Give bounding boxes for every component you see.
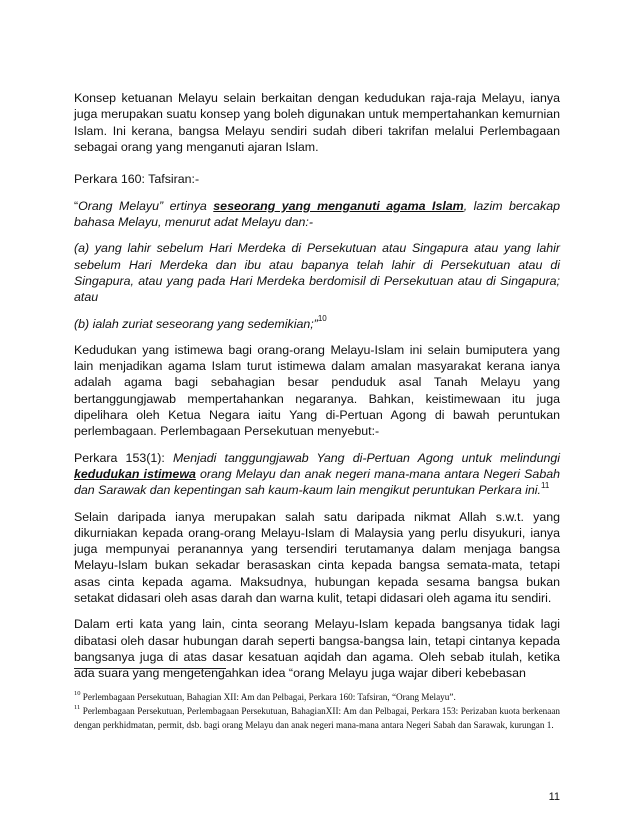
clause-b-text: (b) ialah zuriat seseorang yang sedemikian;” (74, 316, 318, 331)
paragraph-article-153 (74, 450, 560, 499)
paragraph-kedudukan: Kedudukan yang istimewa bagi orang-orang Melayu-Islam ini selain bumiputera yang lain menjadikan agama Islam turut istimewa dalam amalan masyarakat kerana ianya adalah agama bagi sebahagian besar penduduk asal Tanah Melayu yang bertanggungjawab mempertahankan negaranya. Bahkan, keistimewaan itu juga dipelihara oleh Ketua Negara iaitu Yang di-Pertuan Agong di bawah peruntukan perlembagaan. Perlembagaan Persekutuan menyebut:- (74, 342, 560, 439)
paragraph-article-160: Perkara 160: Tafsiran:- (74, 172, 200, 187)
open-quote: “ (74, 198, 79, 213)
page-number: 11 (548, 791, 560, 803)
article-153-text-b: orang Melayu dan anak negeri mana-mana antara Negeri Sabah dan Sarawak dan kepentingan sah kaum-kaum lain mengikut peruntukan Perkara ini. (74, 466, 560, 498)
article-153-lead: Perkara 153(1): (74, 450, 173, 465)
paragraph-selain: Selain daripada ianya merupakan salah satu daripada nikmat Allah s.w.t. yang dikurniakan kepada orang-orang Melayu-Islam di Malaysia yang perlu disyukuri, ianya juga mempunyai peranannya yang tersendiri terutamanya dalam menjaga bangsa Melayu-Islam bukan sekadar berasaskan cinta kepada bangsa semata-mata, tetapi asas cinta kepada agama. Maksudnya, hubungan kepada sesama bangsa bukan setakat didasari oleh asas darah dan warna kulit, tetapi didasari oleh agama itu sendiri. (74, 509, 560, 606)
definition-lead: Orang Melayu” ertinya (78, 198, 214, 213)
paragraph-dalam-erti: Dalam erti kata yang lain, cinta seorang Melayu-Islam kepada bangsanya tidak lagi dibatasi oleh dasar hubungan darah seperti bangsa-bangsa lain, tetapi cintanya kepada bangsanya juga di atas dasar kesatuan aqidah dan agama. Oleh sebab itulah, ketika ada suara yang mengetengahkan idea “orang Melayu juga wajar diberi kebebasan (74, 617, 560, 681)
footnote-text: Perlembagaan Persekutuan, Perlembagaan Persekutuan, BahagianXII: Am dan Pelbagai, Perkara 153: Perizaban kuota berkenaan dengan perkhidmatan, permit, dsb. bagi orang Melayu dan anak negeri mana-mana antara Negeri Sabah dan Sarawak, kurungan 1. (74, 706, 560, 731)
footnote-10 (74, 690, 560, 704)
footnotes (74, 690, 560, 733)
footnote-ref-11[interactable]: 11 (541, 481, 550, 491)
clause-a: (a) yang lahir sebelum Hari Merdeka di Persekutuan atau Singapura atau yang lahir sebelum Hari Merdeka dan ibu atau bapanya telah lahir di Persekutuan atau di Singapura, atau yang pada Hari Merdeka berdomisil di Persekutuan atau di Singapura; atau (74, 241, 560, 305)
article-153-emphasis: kedudukan istimewa (74, 466, 196, 481)
footnote-number: 10 (74, 689, 81, 697)
footnote-ref-10[interactable]: 10 (317, 314, 327, 324)
definition-orang-melayu (74, 198, 560, 231)
footnote-text: Perlembagaan Persekutuan, Bahagian XII: Am dan Pelbagai, Perkara 160: Tafsiran, “Orang Melayu”. (80, 692, 456, 702)
body-text (74, 90, 560, 682)
footnote-number: 11 (74, 704, 81, 712)
clause-b (74, 316, 560, 332)
footnote-11 (74, 704, 560, 732)
paragraph-1: Konsep ketuanan Melayu selain berkaitan dengan kedudukan raja-raja Melayu, ianya juga merupakan suatu konsep yang boleh digunakan untuk mempertahankan kemurnian Islam. Ini kerana, bangsa Melayu sendiri sudah diberi takrifan melalui Perlembagaan sebagai orang yang menganuti ajaran Islam. (74, 91, 560, 154)
footnote-divider (74, 668, 226, 669)
article-153-text-a: Menjadi tanggungjawab Yang di-Pertuan Agong untuk melindungi (172, 450, 560, 465)
definition-emphasis: seseorang yang menganuti agama Islam (213, 198, 464, 213)
definition-rest: , lazim bercakap bahasa Melayu, menurut adat Melayu dan:- (74, 198, 560, 230)
